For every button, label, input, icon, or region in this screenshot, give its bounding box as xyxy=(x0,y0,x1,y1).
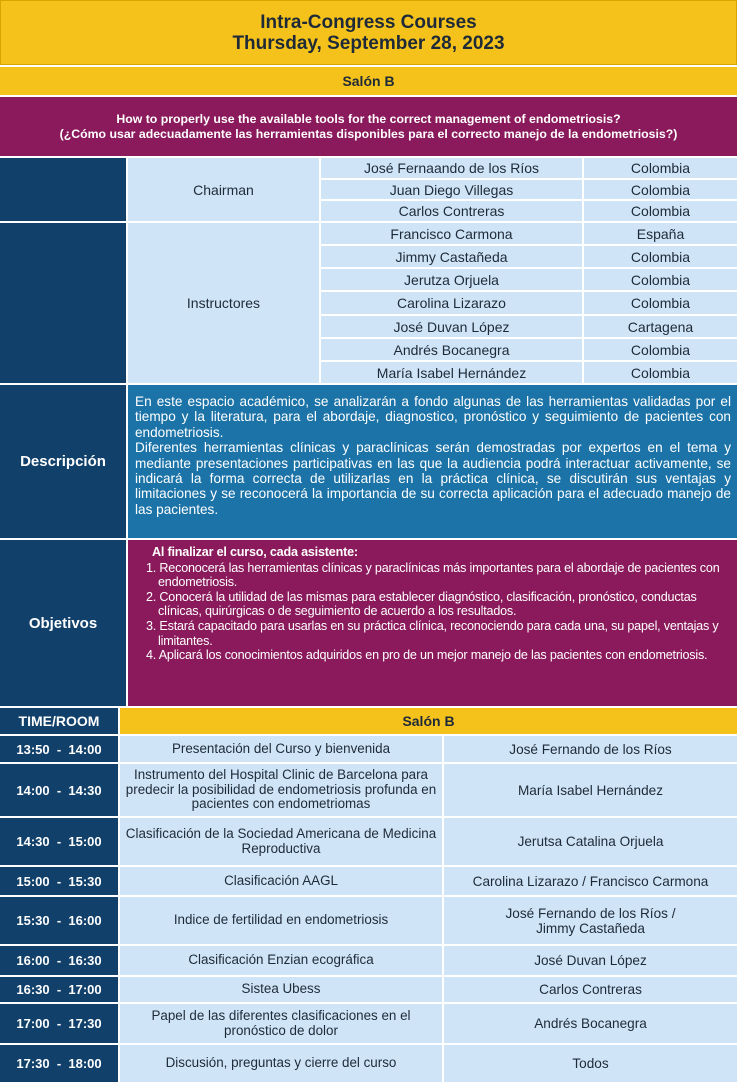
objetivos-intro: Al finalizar el curso, cada asistente: xyxy=(152,545,358,559)
schedule-time: 15:00 - 15:30 xyxy=(0,867,118,895)
chairman-country: Colombia xyxy=(584,158,737,178)
schedule-topic: Clasificación de la Sociedad Americana de Medicina Reproductiva xyxy=(120,818,442,865)
instructor-country: Colombia xyxy=(584,246,737,267)
objetivos-box xyxy=(128,540,737,706)
objetivo-item: 1. Reconocerá las herramientas clínicas y paraclínicas más importantes para el abordaje de pacientes con endometriosis. xyxy=(146,560,720,590)
schedule-row xyxy=(0,867,737,895)
chairman-name: Juan Diego Villegas xyxy=(321,180,582,199)
schedule-row xyxy=(0,1045,737,1082)
schedule-time: 17:30 - 18:00 xyxy=(0,1045,118,1082)
schedule-topic: Indice de fertilidad en endometriosis xyxy=(120,897,442,944)
instructor-name: Francisco Carmona xyxy=(321,223,582,244)
objetivo-item: 2. Conocerá la utilidad de las mismas para establecer diagnóstico, clasificación, pronóstico, conductas clínicas, quirúrgicas o de seguimiento de acuerdo a los resultados. xyxy=(146,589,697,619)
topic-spanish: (¿Cómo usar adecuadamente las herramientas disponibles para el correcto manejo de la endometriosis?) xyxy=(59,126,678,141)
objetivos-label: Objetivos xyxy=(0,540,126,706)
schedule-speaker: Carolina Lizarazo / Francisco Carmona xyxy=(444,867,737,895)
instructor-country: Colombia xyxy=(584,362,737,383)
schedule-topic: Sistea Ubess xyxy=(120,977,442,1002)
chairman-side-block xyxy=(0,158,126,221)
descripcion-paragraph: En este espacio académico, se analizarán a fondo algunas de las herramientas validadas por el tiempo y la literatura, para el abordaje, diagnostico, pronóstico y seguimiento de pacientes con endometriosis. xyxy=(135,394,731,440)
schedule-time: 15:30 - 16:00 xyxy=(0,897,118,944)
schedule-speaker: Jerutsa Catalina Orjuela xyxy=(444,818,737,865)
instructores-side-block xyxy=(0,223,126,383)
schedule-time: 16:00 - 16:30 xyxy=(0,946,118,975)
schedule-speaker: Carlos Contreras xyxy=(444,977,737,1002)
instructor-name: Carolina Lizarazo xyxy=(321,292,582,314)
schedule-time: 17:00 - 17:30 xyxy=(0,1004,118,1043)
schedule-row xyxy=(0,946,737,975)
schedule-speaker: Andrés Bocanegra xyxy=(444,1004,737,1043)
schedule-topic: Presentación del Curso y bienvenida xyxy=(120,736,442,762)
objetivo-item: 3. Estará capacitado para usarlas en su práctica clínica, reconociendo para cada una, su papel, ventajas y limitantes. xyxy=(146,618,719,648)
objetivos-list xyxy=(142,561,729,663)
schedule-time: 13:50 - 14:00 xyxy=(0,736,118,762)
instructor-name: María Isabel Hernández xyxy=(321,362,582,383)
room-label: Salón B xyxy=(0,67,737,95)
instructor-country: Colombia xyxy=(584,269,737,290)
instructor-country: España xyxy=(584,223,737,244)
schedule-row xyxy=(0,764,737,816)
instructor-name: Jerutza Orjuela xyxy=(321,269,582,290)
instructor-country: Colombia xyxy=(584,339,737,360)
descripcion-text xyxy=(128,385,737,538)
schedule-topic: Papel de las diferentes clasificaciones en el pronóstico de dolor xyxy=(120,1004,442,1043)
salon-header: Salón B xyxy=(120,708,737,734)
schedule-speaker: José Duvan López xyxy=(444,946,737,975)
schedule-time: 14:30 - 15:00 xyxy=(0,818,118,865)
instructor-country: Colombia xyxy=(584,292,737,314)
schedule-row xyxy=(0,977,737,1002)
schedule-topic: Clasificación Enzian ecográfica xyxy=(120,946,442,975)
chairman-country: Colombia xyxy=(584,201,737,221)
page-title xyxy=(0,0,737,65)
schedule-row xyxy=(0,1004,737,1043)
title-line-2: Thursday, September 28, 2023 xyxy=(232,32,505,54)
chairman-country: Colombia xyxy=(584,180,737,199)
instructor-country: Cartagena xyxy=(584,316,737,337)
instructores-label: Instructores xyxy=(128,223,319,383)
schedule-topic: Instrumento del Hospital Clinic de Barcelona para predecir la posibilidad de endometriosis profunda en pacientes con endometriomas xyxy=(120,764,442,816)
schedule-speaker: María Isabel Hernández xyxy=(444,764,737,816)
schedule-time: 16:30 - 17:00 xyxy=(0,977,118,1002)
schedule-row xyxy=(0,818,737,865)
instructor-name: Andrés Bocanegra xyxy=(321,339,582,360)
chairman-name: José Fernaando de los Ríos xyxy=(321,158,582,178)
objetivo-item: 4. Aplicará los conocimientos adquiridos en pro de un mejor manejo de las pacientes con endometriosis. xyxy=(146,648,708,663)
schedule-topic: Discusión, preguntas y cierre del curso xyxy=(120,1045,442,1082)
title-line-1: Intra-Congress Courses xyxy=(260,11,477,33)
descripcion-label: Descripción xyxy=(0,385,126,538)
instructor-name: Jimmy Castañeda xyxy=(321,246,582,267)
chairman-name: Carlos Contreras xyxy=(321,201,582,221)
instructor-name: José Duvan López xyxy=(321,316,582,337)
schedule-row xyxy=(0,897,737,944)
chairman-label: Chairman xyxy=(128,158,319,221)
time-room-header: TIME/ROOM xyxy=(0,708,118,734)
schedule-time: 14:00 - 14:30 xyxy=(0,764,118,816)
schedule-speaker: José Fernando de los Ríos xyxy=(444,736,737,762)
schedule-row xyxy=(0,736,737,762)
schedule-topic: Clasificación AAGL xyxy=(120,867,442,895)
topic-english: How to properly use the available tools for the correct management of endometriosis? xyxy=(116,111,621,126)
course-topic xyxy=(0,97,737,156)
schedule-speaker: José Fernando de los Ríos / Jimmy Castañeda xyxy=(444,897,737,944)
descripcion-paragraph: Diferentes herramientas clínicas y paraclínicas serán demostradas por expertos en el tema y mediante presentaciones participativas en las que la audiencia podrá interactuar activamente, se indicará la forma correcta de utilizarlas en la práctica clínica, se discutirán sus ventajas y limitaciones y se reconocerá la importancia de su correcta aplicación para el adecuado manejo de las pacientes. xyxy=(135,440,731,517)
schedule-speaker: Todos xyxy=(444,1045,737,1082)
